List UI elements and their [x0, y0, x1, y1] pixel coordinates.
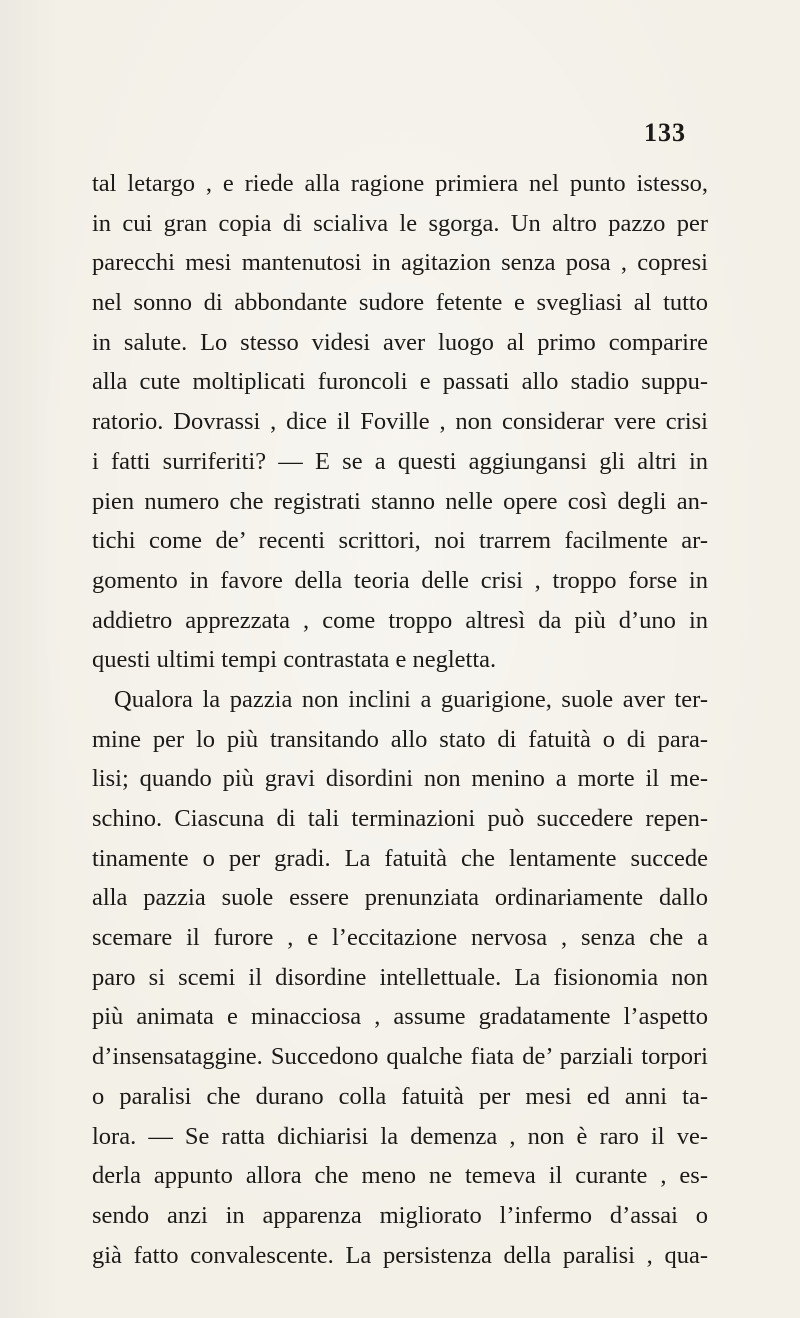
text-line: in cui gran copia di scialiva le sgorga. Un altro pazzo per — [92, 209, 708, 237]
text-line: gomento in favore della teoria delle crisi , troppo forse in — [92, 566, 708, 594]
text-line: o paralisi che durano colla fatuità per mesi ed anni ta- — [92, 1082, 708, 1110]
text-line: mine per lo più transitando allo stato di fatuità o di para- — [92, 725, 708, 753]
text-line: alla cute moltiplicati furoncoli e passati allo stadio suppu- — [92, 368, 708, 396]
text-line: sendo anzi in apparenza migliorato l’infermo d’assai o — [92, 1201, 708, 1229]
text-line: nel sonno di abbondante sudore fetente e svegliasi al tutto — [92, 289, 708, 317]
text-line: i fatti surriferiti? — E se a questi aggiungansi gli altri in — [92, 447, 708, 475]
text-line: già fatto convalescente. La persistenza della paralisi , qua- — [92, 1241, 708, 1269]
text-line: d’insensataggine. Succedono qualche fiata de’ parziali torpori — [92, 1043, 708, 1071]
text-line: pien numero che registrati stanno nelle opere così degli an- — [92, 487, 708, 515]
text-line: ratorio. Dovrassi , dice il Foville , non considerar vere crisi — [92, 408, 708, 436]
text-line: derla appunto allora che meno ne temeva il curante , es- — [92, 1162, 708, 1190]
text-line: lora. — Se ratta dichiarisi la demenza , non è raro il ve- — [92, 1122, 708, 1150]
text-line: tichi come de’ recenti scrittori, noi trarrem facilmente ar- — [92, 527, 708, 555]
text-line: parecchi mesi mantenutosi in agitazion senza posa , copresi — [92, 249, 708, 277]
page-number: 133 — [644, 118, 686, 147]
text-line: più animata e minacciosa , assume gradatamente l’aspetto — [92, 1003, 708, 1031]
text-line: tinamente o per gradi. La fatuità che lentamente succede — [92, 844, 708, 872]
text-line: tal letargo , e riede alla ragione primiera nel punto istesso, — [92, 170, 708, 197]
text-line: scemare il furore , e l’eccitazione nervosa , senza che a — [92, 924, 708, 952]
text-line: schino. Ciascuna di tali terminazioni può succedere repen- — [92, 805, 708, 832]
text-line: alla pazzia suole essere prenunziata ordinariamente dallo — [92, 884, 708, 912]
body-text — [92, 164, 708, 1275]
paragraph-start-line: Qualora la pazzia non inclini a guarigione, suole aver ter- — [114, 685, 708, 713]
paragraph-end-line: questi ultimi tempi contrastata e negletta. — [92, 646, 497, 674]
text-line: lisi; quando più gravi disordini non menino a morte il me- — [92, 765, 708, 793]
text-line: paro si scemi il disordine intellettuale. La fisionomia non — [92, 963, 708, 991]
page-gutter-shade — [0, 0, 60, 1318]
text-line: addietro apprezzata , come troppo altresì da più d’uno in — [92, 606, 708, 634]
text-line: in salute. Lo stesso videsi aver luogo al primo comparire — [92, 328, 708, 356]
